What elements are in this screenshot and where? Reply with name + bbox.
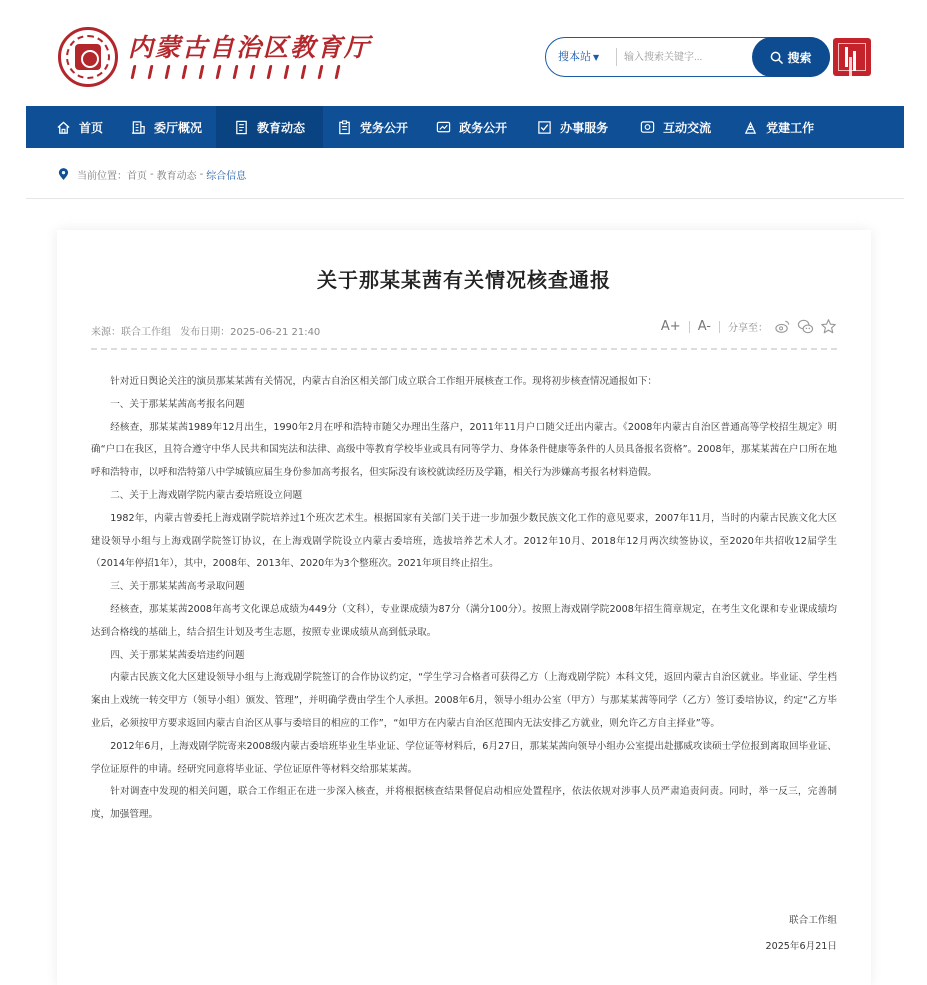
- article-paragraph: 针对调查中发现的相关问题，联合工作组正在进一步深入核查，并将根据核查结果督促启动相应处置程序，依法依规对涉事人员严肃追责问责。同时，举一反三，完善制度，加强管理。: [91, 786, 837, 821]
- nav-label: 教育动态: [257, 120, 306, 135]
- article-tools: [661, 318, 837, 335]
- search-button-label: 搜索: [787, 50, 812, 65]
- nav-item-party-affairs[interactable]: [323, 106, 422, 148]
- search-input[interactable]: [624, 47, 744, 67]
- article-paragraph: 内蒙古民族文化大区建设领导小组与上海戏剧学院签订的合作协议约定，“学生学习合格者可获得乙方（上海戏剧学院）本科文凭，返回内蒙古自治区就业。毕业证、学生档案由上戏统一转交甲方（领导小组）颁发、管理”，并明确学费由学生个人承担。2008年6月，领导小组办公室（甲方）与那某某茜等同学（乙方）签订委培协议，约定“乙方毕业后，必须按甲方要求返回内蒙古自治区从事与委培目的相应的工作”，“如甲方在内蒙古自治区范围内无法安排乙方就业，则允许乙方自主择业”等。: [91, 672, 837, 729]
- building-icon: [131, 120, 146, 135]
- search-bar: [545, 37, 830, 77]
- breadcrumb-section-link[interactable]: 教育动态: [156, 170, 197, 182]
- breadcrumb-separator: -: [199, 168, 204, 180]
- flag-icon: [743, 120, 758, 135]
- breadcrumb: [58, 164, 246, 184]
- nav-label: 政务公开: [459, 120, 508, 135]
- nav-label: 党务公开: [360, 120, 409, 135]
- search-icon: [770, 51, 783, 64]
- breadcrumb-separator: -: [150, 168, 154, 180]
- caret-down-icon: ▼: [593, 53, 600, 62]
- nav-item-overview[interactable]: [117, 106, 216, 148]
- tool-separator: [719, 321, 720, 333]
- article-meta: [91, 323, 326, 338]
- nav-label: 办事服务: [560, 120, 609, 135]
- article-paragraph: 2012年6月，上海戏剧学院寄来2008级内蒙古委培班毕业生毕业证、学位证等材料后，6月27日，那某某茜向领导小组办公室提出赴挪威攻读硕士学位报到离取回毕业证、学位证原件的申请。经研究同意将毕业证、学位证原件等材料交给那某某茜。: [91, 740, 837, 775]
- chart-board-icon: [436, 120, 451, 135]
- nav-label: 互动交流: [663, 120, 712, 135]
- nav-label: 党建工作: [766, 120, 815, 135]
- article-paragraph: 针对近日舆论关注的演员那某某茜有关情况，内蒙古自治区相关部门成立联合工作组开展核查工作。现将初步核查情况通报如下：: [110, 376, 658, 387]
- breadcrumb-home-link[interactable]: 首页: [127, 170, 147, 182]
- nav-label: 首页: [79, 120, 104, 135]
- red-seal-logo[interactable]: [833, 38, 871, 76]
- article-section-heading: 一、关于那某某茜高考报名问题: [110, 398, 245, 410]
- nav-item-home[interactable]: [26, 106, 117, 148]
- share-label: 分享至：: [728, 323, 768, 334]
- article-signature-date: 2025年6月21日: [765, 941, 837, 952]
- article-section-heading: 二、关于上海戏剧学院内蒙古委培班设立问题: [110, 489, 303, 501]
- font-decrease-button[interactable]: A-: [697, 319, 711, 334]
- article-title: 关于那某某茜有关情况核查通报: [317, 268, 611, 292]
- article-section-heading: 三、关于那某某茜高考录取问题: [110, 581, 245, 593]
- article-paragraph: 经核查，那某某茜1989年12月出生，1990年2月在呼和浩特市随父办理出生落户，2011年11月户口随父迁出内蒙古。《2008年内蒙古自治区普通高等学校招生规定》明确“户口在我区，且符合遵守中华人民共和国宪法和法律、高级中等教育学校毕业或具有同等学力、身体条件健康等条件的人员具备报名资格”。2008年，那某某茜在户口所在地呼和浩特市，以呼和浩特第八中学城镇应届生身份参加高考报名，但实际没有该校就读经历及学籍，相关行为涉嫌高考报名材料造假。: [91, 421, 837, 479]
- article-section-heading: 四、关于那某某茜委培违约问题: [110, 649, 245, 661]
- location-pin-icon: [58, 168, 69, 181]
- clipboard-icon: [337, 120, 352, 135]
- star-favorite-icon[interactable]: [820, 318, 837, 335]
- site-title[interactable]: 内蒙古自治区教育厅: [128, 33, 372, 62]
- education-emblem-logo[interactable]: [58, 27, 118, 87]
- nav-item-services[interactable]: [521, 106, 624, 148]
- mongolian-script-logo: [132, 64, 362, 82]
- article-body: [91, 371, 837, 827]
- nav-item-interaction[interactable]: [624, 106, 727, 148]
- search-scope-dropdown[interactable]: [558, 48, 599, 64]
- nav-item-government-affairs[interactable]: [422, 106, 521, 148]
- search-scope-label: 搜本站: [558, 50, 591, 63]
- chat-icon: [640, 120, 655, 135]
- article-date: 发布日期：2025-06-21 21:40: [180, 327, 321, 338]
- search-divider: [616, 48, 617, 66]
- article-signature: 联合工作组: [789, 915, 837, 926]
- tool-separator: [689, 321, 690, 333]
- document-icon: [234, 120, 249, 135]
- nav-label: 委厅概况: [154, 120, 203, 135]
- breadcrumb-current-link[interactable]: 综合信息: [206, 170, 247, 182]
- nav-item-education-news[interactable]: [216, 106, 323, 148]
- breadcrumb-divider: [26, 198, 904, 199]
- breadcrumb-prefix: 当前位置：: [77, 170, 127, 182]
- site-header: [0, 0, 927, 106]
- wechat-share-icon[interactable]: [797, 318, 814, 335]
- article-source: 来源：联合工作组: [91, 327, 171, 338]
- search-button[interactable]: [752, 37, 830, 77]
- article-paragraph: 经核查，那某某茜2008年高考文化课总成绩为449分（文科），专业课成绩为87分（满分100分）。按照上海戏剧学院2008年招生简章规定，在考生文化课和专业课成绩均达到合格线的基础上，结合招生计划及考生志愿，按照专业课成绩从高到低录取。: [91, 603, 837, 638]
- service-icon: [537, 120, 552, 135]
- article-paragraph: 1982年，内蒙古曾委托上海戏剧学院培养过1个班次艺术生。根据国家有关部门关于进一步加强少数民族文化工作的意见要求，2007年11月，当时的内蒙古民族文化大区建设领导小组与上海戏剧学院签订协议，在上海戏剧学院设立内蒙古委培班，选拔培养艺术人才。2012年10月、2018年12月两次续签协议，至2020年共招收12届学生（2014年停招1年），其中，2008年、2013年、2020年为3个整班次。2021年项目终止招生。: [91, 512, 837, 570]
- weibo-share-icon[interactable]: [774, 318, 791, 335]
- main-nav: [26, 106, 904, 148]
- meta-divider: [91, 348, 837, 350]
- article-card: [57, 230, 871, 985]
- font-increase-button[interactable]: A+: [660, 319, 681, 334]
- home-icon: [56, 120, 71, 135]
- nav-item-party-building[interactable]: [727, 106, 830, 148]
- article-signature-block: [765, 908, 837, 960]
